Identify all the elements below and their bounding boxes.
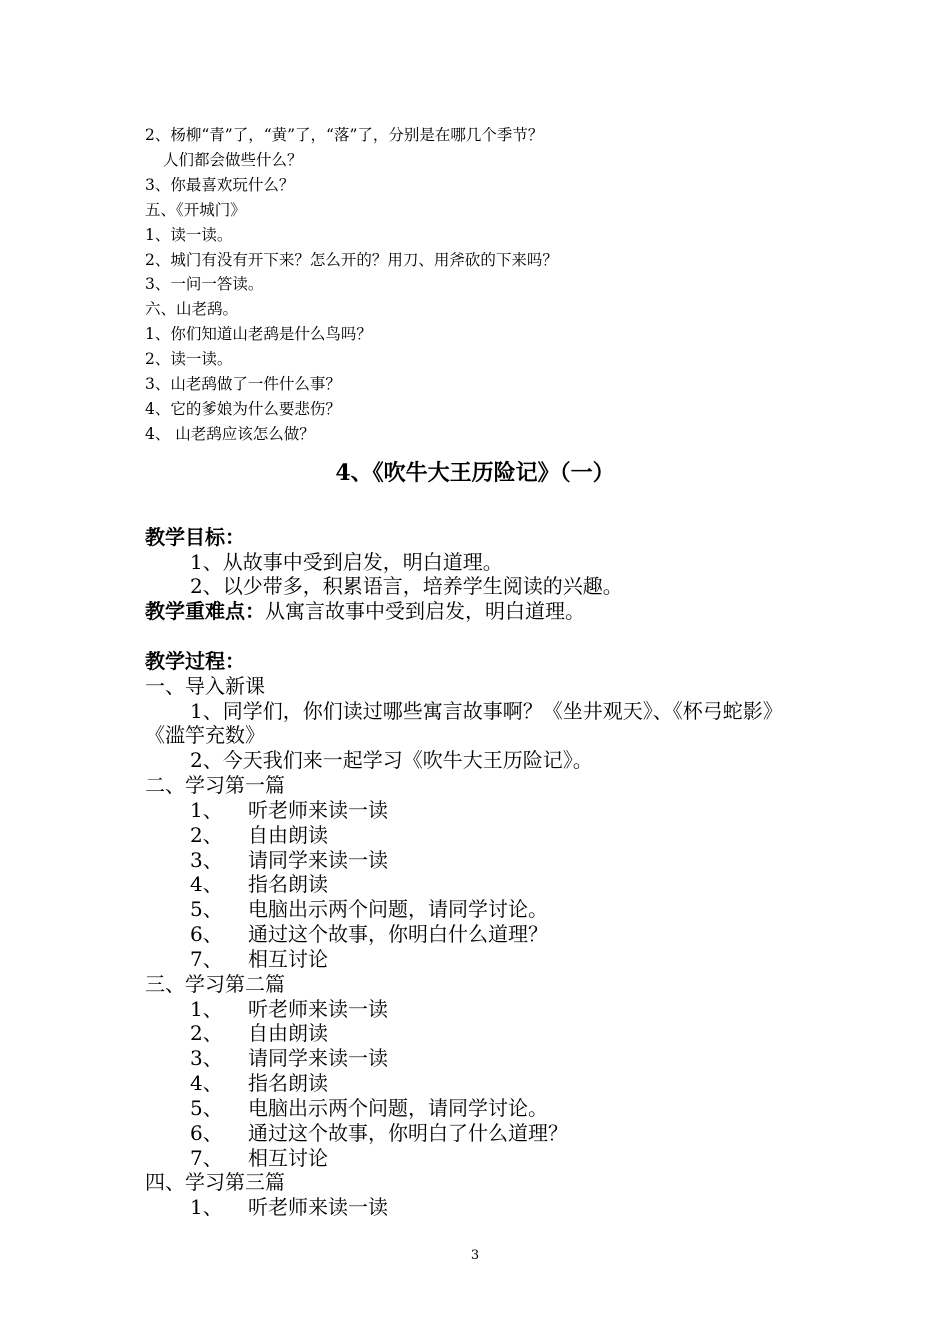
- process-part-title: 四、学习第三篇: [145, 1170, 285, 1194]
- question-line: 3、一问一答读。: [145, 275, 264, 293]
- process-part-title: 三、学习第二篇: [145, 972, 285, 996]
- question-line: 2、杨柳“青”了，“黄”了，“落”了，分别是在哪几个季节？: [145, 126, 544, 144]
- list-item: 1、 听老师来读一读: [190, 997, 388, 1021]
- question-line: 人们都会做些什么？: [163, 151, 303, 169]
- process-item: 1、同学们，你们读过哪些寓言故事啊？《坐井观天》、《杯弓蛇影》: [190, 699, 783, 723]
- list-item: 5、 电脑出示两个问题，请同学讨论。: [190, 1096, 548, 1120]
- process-heading: 教学过程：: [145, 649, 245, 673]
- list-item: 1、 听老师来读一读: [190, 1195, 388, 1219]
- objective-item: 1、从故事中受到启发，明白道理。: [190, 550, 503, 574]
- lesson-title: 4、《吹牛大王历险记》（一）: [335, 460, 615, 486]
- question-line: 4、 山老鸹应该怎么做？: [145, 425, 315, 443]
- list-item: 2、 自由朗读: [190, 1021, 328, 1045]
- list-item: 6、 通过这个故事，你明白什么道理？: [190, 922, 548, 946]
- question-line: 2、读一读。: [145, 350, 233, 368]
- question-line: 1、你们知道山老鸹是什么鸟吗？: [145, 325, 372, 343]
- list-item: 7、 相互讨论: [190, 947, 328, 971]
- list-item: 2、 自由朗读: [190, 823, 328, 847]
- list-item: 1、 听老师来读一读: [190, 798, 388, 822]
- question-line: 3、山老鸹做了一件什么事？: [145, 375, 341, 393]
- key-points-heading: 教学重难点：: [145, 599, 265, 623]
- process-item: 《滥竽充数》: [145, 723, 265, 747]
- question-line: 3、你最喜欢玩什么？: [145, 176, 295, 194]
- question-line: 4、它的爹娘为什么要悲伤？: [145, 400, 341, 418]
- list-item: 3、 请同学来读一读: [190, 848, 388, 872]
- list-item: 7、 相互讨论: [190, 1146, 328, 1170]
- question-line: 2、城门有没有开下来？怎么开的？用刀、用斧砍的下来吗？: [145, 251, 558, 269]
- process-part-title: 二、学习第一篇: [145, 773, 285, 797]
- page-number: 3: [470, 1248, 480, 1263]
- question-line: 1、读一读。: [145, 226, 233, 244]
- list-item: 4、 指名朗读: [190, 1071, 328, 1095]
- section-heading: 六、山老鸹。: [145, 300, 239, 318]
- key-points: [145, 601, 585, 621]
- list-item: 3、 请同学来读一读: [190, 1046, 388, 1070]
- key-points-text: 从寓言故事中受到启发，明白道理。: [265, 599, 585, 623]
- process-item: 2、今天我们来一起学习《吹牛大王历险记》。: [190, 748, 593, 772]
- section-heading: 五、《开城门》: [145, 201, 246, 219]
- process-part-title: 一、导入新课: [145, 674, 265, 698]
- list-item: 6、 通过这个故事，你明白了什么道理？: [190, 1121, 568, 1145]
- objective-item: 2、以少带多，积累语言，培养学生阅读的兴趣。: [190, 574, 623, 598]
- objectives-heading: 教学目标：: [145, 525, 245, 549]
- list-item: 5、 电脑出示两个问题，请同学讨论。: [190, 897, 548, 921]
- list-item: 4、 指名朗读: [190, 872, 328, 896]
